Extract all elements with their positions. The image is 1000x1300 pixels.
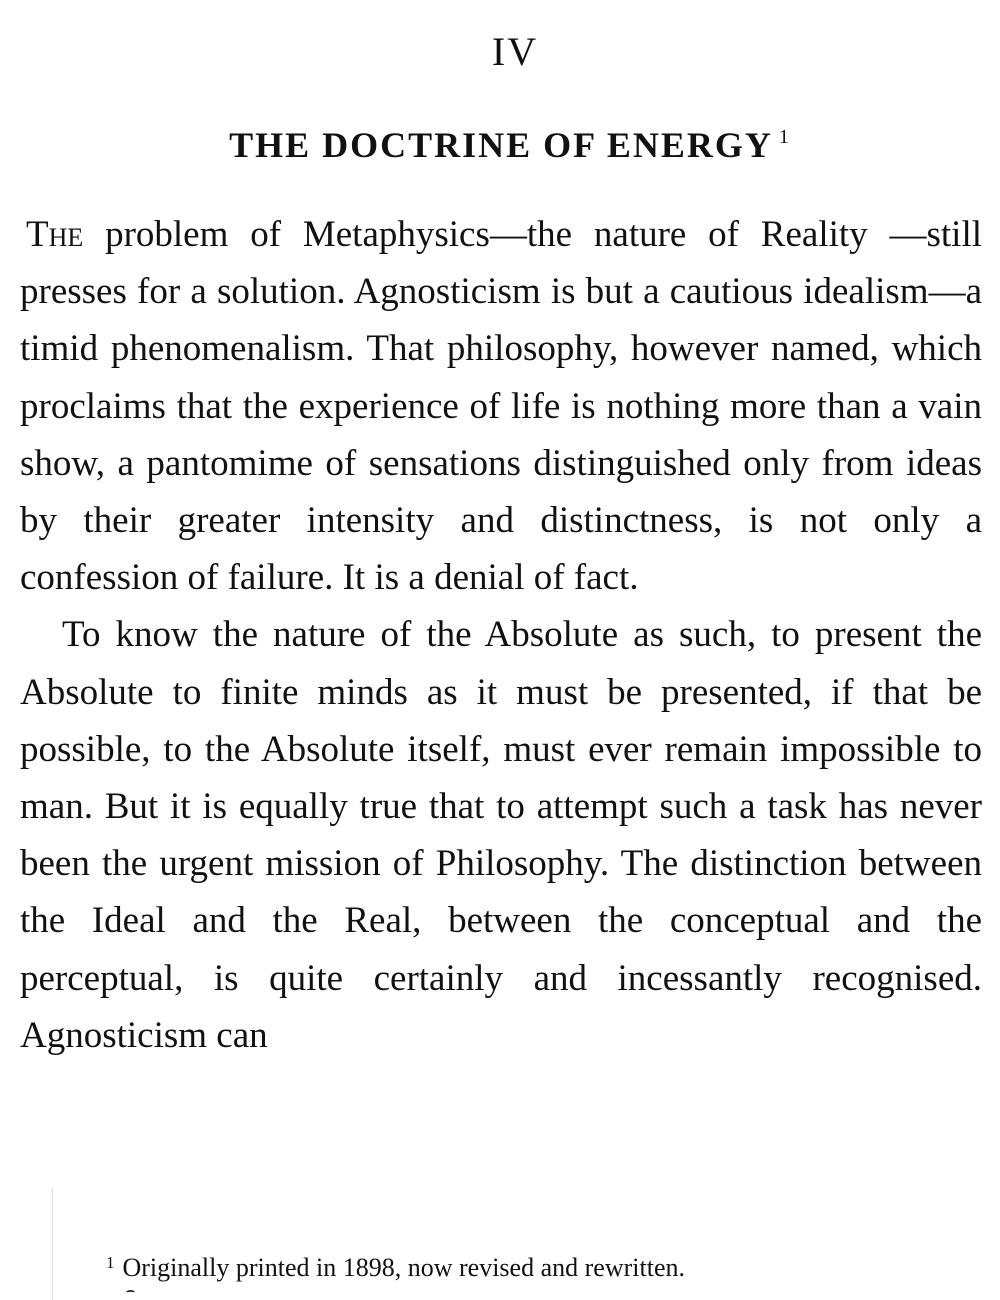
paragraph-2 xyxy=(20,606,982,1064)
paragraph-2-text: To know the nature of the Absolute as such, to present the Absolute to finite minds as it must be presented, if that be possible, to the Absolute itself, must ever remain impossible to man. But it is equally true that to attempt such a task has never been the urgent mission of Philosophy. The distinction between the Ideal and the Real, between the conceptual and the perceptual, is quite certainly and incessantly recognised. Agnosticism can xyxy=(20,614,982,1056)
paragraph-1-text: problem of Metaphysics—the nature of Reality —still presses for a solution. Agnosticism is but a cautious idealism—a timid phenomenalism. That philosophy, however named, which proclaims that the experience of life is nothing more than a vain show, a pantomime of sensations distinguished only from ideas by their greater intensity and distinctness, is not only a confession of failure. It is a denial of fact. xyxy=(20,214,982,599)
chapter-number: IV xyxy=(491,29,539,74)
chapter-title xyxy=(0,124,1000,166)
footnote-marker: 1 xyxy=(106,1253,115,1272)
chapter-title-text: THE DOCTRINE OF ENERGY xyxy=(229,125,773,165)
stray-print-mark xyxy=(126,1290,135,1295)
footnote xyxy=(106,1253,685,1283)
scan-margin-line xyxy=(52,1188,53,1300)
paragraph-1-lead: The xyxy=(26,214,84,255)
paragraph-1 xyxy=(20,206,982,606)
body-text xyxy=(20,206,982,1064)
chapter-footnote-marker: 1 xyxy=(778,126,791,148)
footnote-text: Originally printed in 1898, now revised and rewritten. xyxy=(122,1253,685,1282)
